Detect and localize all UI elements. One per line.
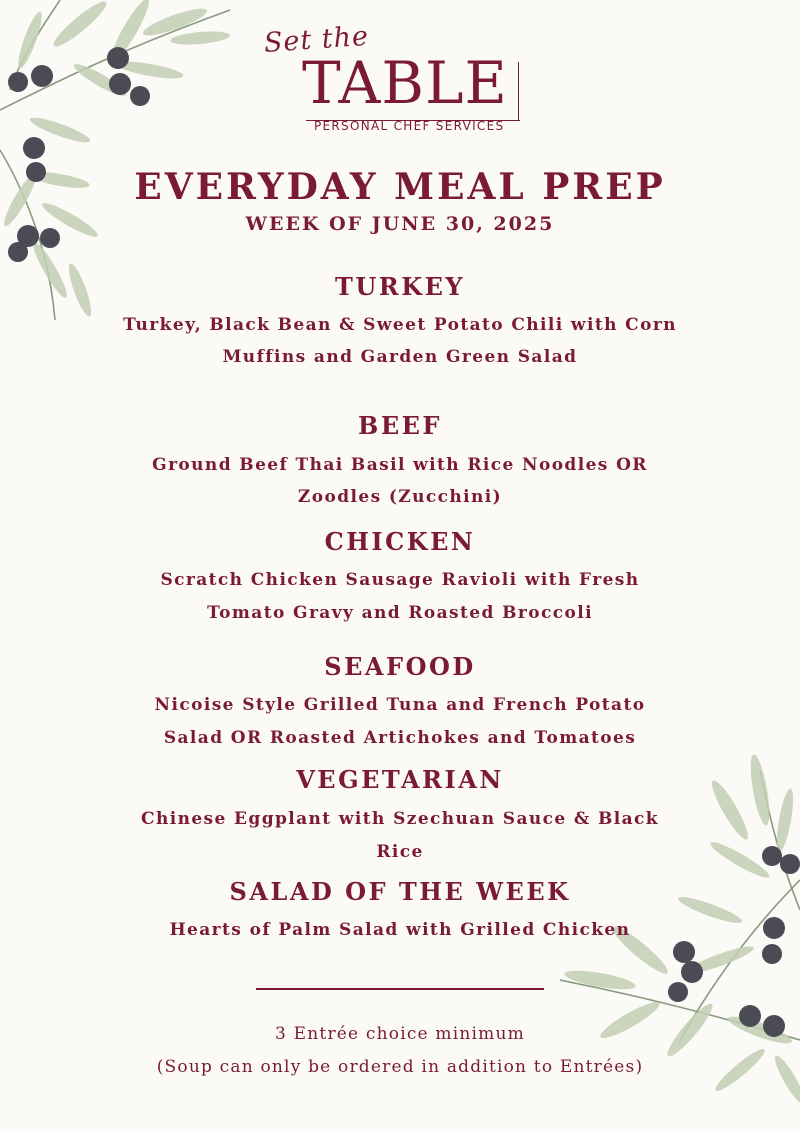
menu-dish-line: Salad OR Roasted Artichokes and Tomatoes bbox=[163, 728, 637, 748]
menu-dish-line: Hearts of Palm Salad with Grilled Chicken bbox=[169, 920, 631, 940]
menu-dish-line: Rice bbox=[376, 842, 424, 862]
menu-category-beef: BEEF bbox=[358, 411, 442, 440]
menu-category-seafood: SEAFOOD bbox=[324, 652, 476, 681]
menu-dish-line: Scratch Chicken Sausage Ravioli with Fresh bbox=[160, 570, 640, 590]
menu-dish-line: Chinese Eggplant with Szechuan Sauce & Black bbox=[141, 809, 659, 829]
menu-dish-line: Turkey, Black Bean & Sweet Potato Chili with Corn bbox=[123, 315, 677, 335]
menu-dish-line: Nicoise Style Grilled Tuna and French Potato bbox=[154, 695, 646, 715]
logo-side-line bbox=[518, 62, 519, 120]
page-title: EVERYDAY MEAL PREP bbox=[134, 166, 666, 208]
page-subtitle: WEEK OF JUNE 30, 2025 bbox=[245, 213, 555, 235]
logo-script-text: Set the bbox=[262, 20, 370, 59]
divider bbox=[256, 988, 544, 990]
footer-note: 3 Entrée choice minimum bbox=[275, 1024, 525, 1044]
menu-dish-line: Tomato Gravy and Roasted Broccoli bbox=[207, 603, 593, 623]
menu-category-chicken: CHICKEN bbox=[324, 527, 476, 556]
logo-subtitle: PERSONAL CHEF SERVICES bbox=[314, 119, 505, 133]
menu-dish-line: Muffins and Garden Green Salad bbox=[222, 347, 578, 367]
menu-category-vegetarian: VEGETARIAN bbox=[296, 765, 504, 794]
menu-category-salad: SALAD OF THE WEEK bbox=[229, 877, 571, 906]
logo-main-text: TABLE bbox=[302, 49, 508, 117]
menu-dish-line: Ground Beef Thai Basil with Rice Noodles OR bbox=[152, 455, 648, 475]
brand-logo bbox=[262, 18, 532, 140]
menu-category-turkey: TURKEY bbox=[334, 272, 466, 301]
menu-dish-line: Zoodles (Zucchini) bbox=[297, 487, 503, 507]
footer-note: (Soup can only be ordered in addition to Entrées) bbox=[156, 1057, 644, 1077]
